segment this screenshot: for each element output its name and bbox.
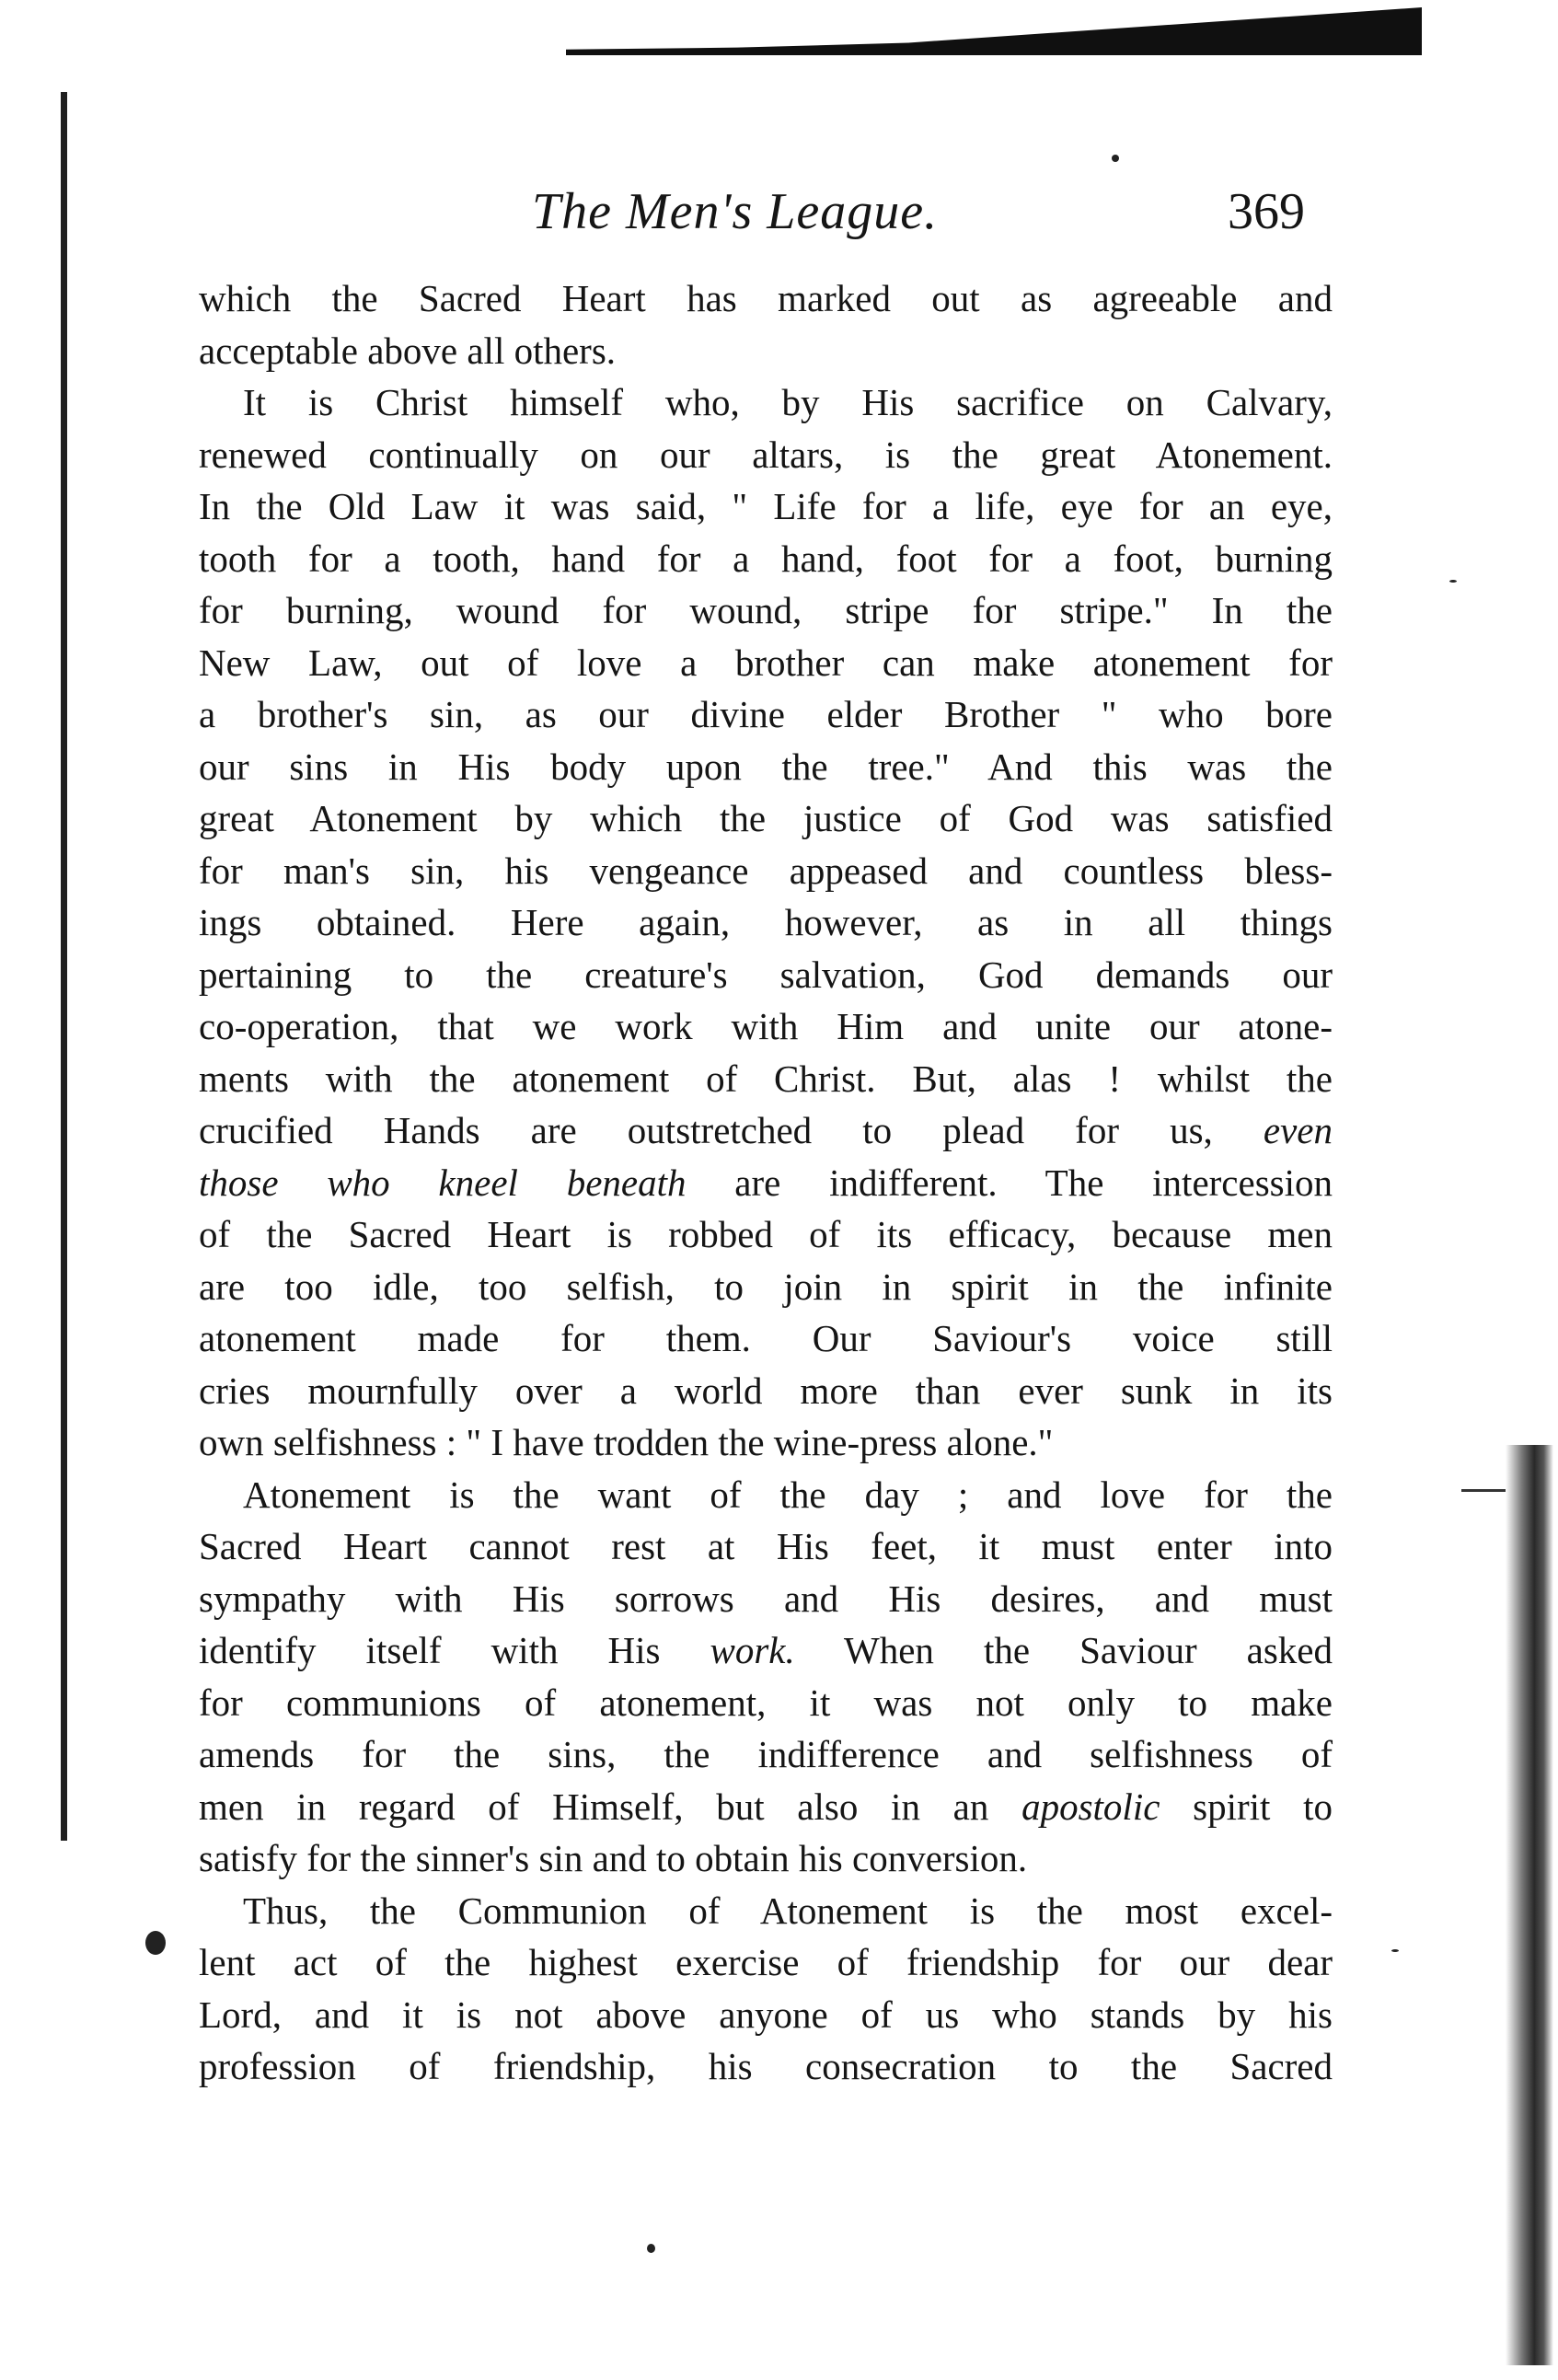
text-line: cries mournfully over a world more than ever sunk in its: [199, 1369, 1333, 1412]
ink-speck: [1391, 1949, 1399, 1952]
italic-run: apostolic: [1021, 1785, 1160, 1828]
text-line: [199, 1104, 1333, 1157]
text-line: satisfy for the sinner's sin and to obtain his conversion.: [199, 1837, 1028, 1879]
ink-speck: [1449, 580, 1457, 583]
text-line: tooth for a tooth, hand for a hand, foot for a foot, burning: [199, 537, 1333, 580]
italic-run: those who kneel beneath: [199, 1161, 687, 1204]
running-header: [184, 175, 1325, 248]
text-line: It is Christ himself who, by His sacrifice on Calvary,: [243, 381, 1333, 423]
page-body: [199, 272, 1333, 2093]
ink-speck: [647, 2244, 655, 2253]
text-run: are indifferent. The intercession: [686, 1161, 1333, 1204]
text-line: which the Sacred Heart has marked out as agreeable and: [199, 277, 1333, 319]
text-run: men in regard of Himself, but also in an: [199, 1785, 1022, 1828]
text-line: for burning, wound for wound, stripe for stripe." In the: [199, 589, 1333, 631]
text-line: Lord, and it is not above anyone of us who stands by his: [199, 1993, 1333, 2036]
ink-speck: [1112, 155, 1119, 162]
scan-edge-top: [566, 7, 1422, 55]
text-line: of the Sacred Heart is robbed of its efficacy, because men: [199, 1213, 1333, 1255]
scan-edge-right: [1506, 1445, 1553, 2365]
text-line: great Atonement by which the justice of God was satisfied: [199, 797, 1333, 839]
italic-run: even: [1263, 1109, 1333, 1151]
text-line: acceptable above all others.: [199, 329, 617, 372]
text-line: for communions of atonement, it was not only to make: [199, 1681, 1333, 1724]
text-line: [199, 1781, 1333, 1833]
text-run: When the Saviour asked: [794, 1629, 1333, 1671]
text-line: In the Old Law it was said, " Life for a life, eye for an eye,: [199, 485, 1333, 527]
text-line: for man's sin, his vengeance appeased and countless bless-: [199, 849, 1333, 892]
text-line: atonement made for them. Our Saviour's voice still: [199, 1317, 1333, 1359]
text-line: pertaining to the creature's salvation, God demands our: [199, 953, 1333, 996]
text-line: Atonement is the want of the day ; and love for the: [243, 1473, 1333, 1516]
page-number: 369: [1228, 183, 1305, 240]
ink-bullet: [145, 1931, 166, 1955]
text-line: renewed continually on our altars, is the great Atonement.: [199, 433, 1333, 476]
text-line: ings obtained. Here again, however, as in all things: [199, 901, 1333, 943]
text-line: are too idle, too selfish, to join in spirit in the infinite: [199, 1265, 1333, 1308]
paragraph: [199, 272, 1333, 376]
text-line: Sacred Heart cannot rest at His feet, it must enter into: [199, 1525, 1333, 1567]
text-line: [199, 1624, 1333, 1677]
paragraph: [199, 1469, 1333, 1885]
scan-tick-right: [1461, 1489, 1506, 1492]
text-line: [199, 1157, 1333, 1209]
text-line: amends for the sins, the indifference and selfishness of: [199, 1733, 1333, 1775]
text-line: profession of friendship, his consecration to the Sacred: [199, 2045, 1333, 2087]
italic-run: work.: [710, 1629, 795, 1671]
text-line: own selfishness : " I have trodden the wine-press alone.": [199, 1421, 1054, 1463]
text-line: lent act of the highest exercise of friendship for our dear: [199, 1941, 1333, 1983]
text-line: Thus, the Communion of Atonement is the most excel-: [243, 1889, 1333, 1932]
paragraph: [199, 1885, 1333, 2093]
text-line: a brother's sin, as our divine elder Brother " who bore: [199, 693, 1333, 735]
paragraph: [199, 376, 1333, 1469]
text-line: ments with the atonement of Christ. But, alas ! whilst the: [199, 1057, 1333, 1100]
text-run: spirit to: [1160, 1785, 1333, 1828]
running-title: The Men's League.: [532, 183, 939, 240]
text-line: our sins in His body upon the tree." And this was the: [199, 745, 1333, 788]
text-line: New Law, out of love a brother can make atonement for: [199, 641, 1333, 684]
scan-edge-left: [61, 92, 67, 1841]
text-run: crucified Hands are outstretched to plead for us,: [199, 1109, 1264, 1151]
text-line: co-operation, that we work with Him and unite our atone-: [199, 1005, 1333, 1047]
text-line: sympathy with His sorrows and His desires, and must: [199, 1577, 1333, 1620]
text-run: identify itself with His: [199, 1629, 710, 1671]
